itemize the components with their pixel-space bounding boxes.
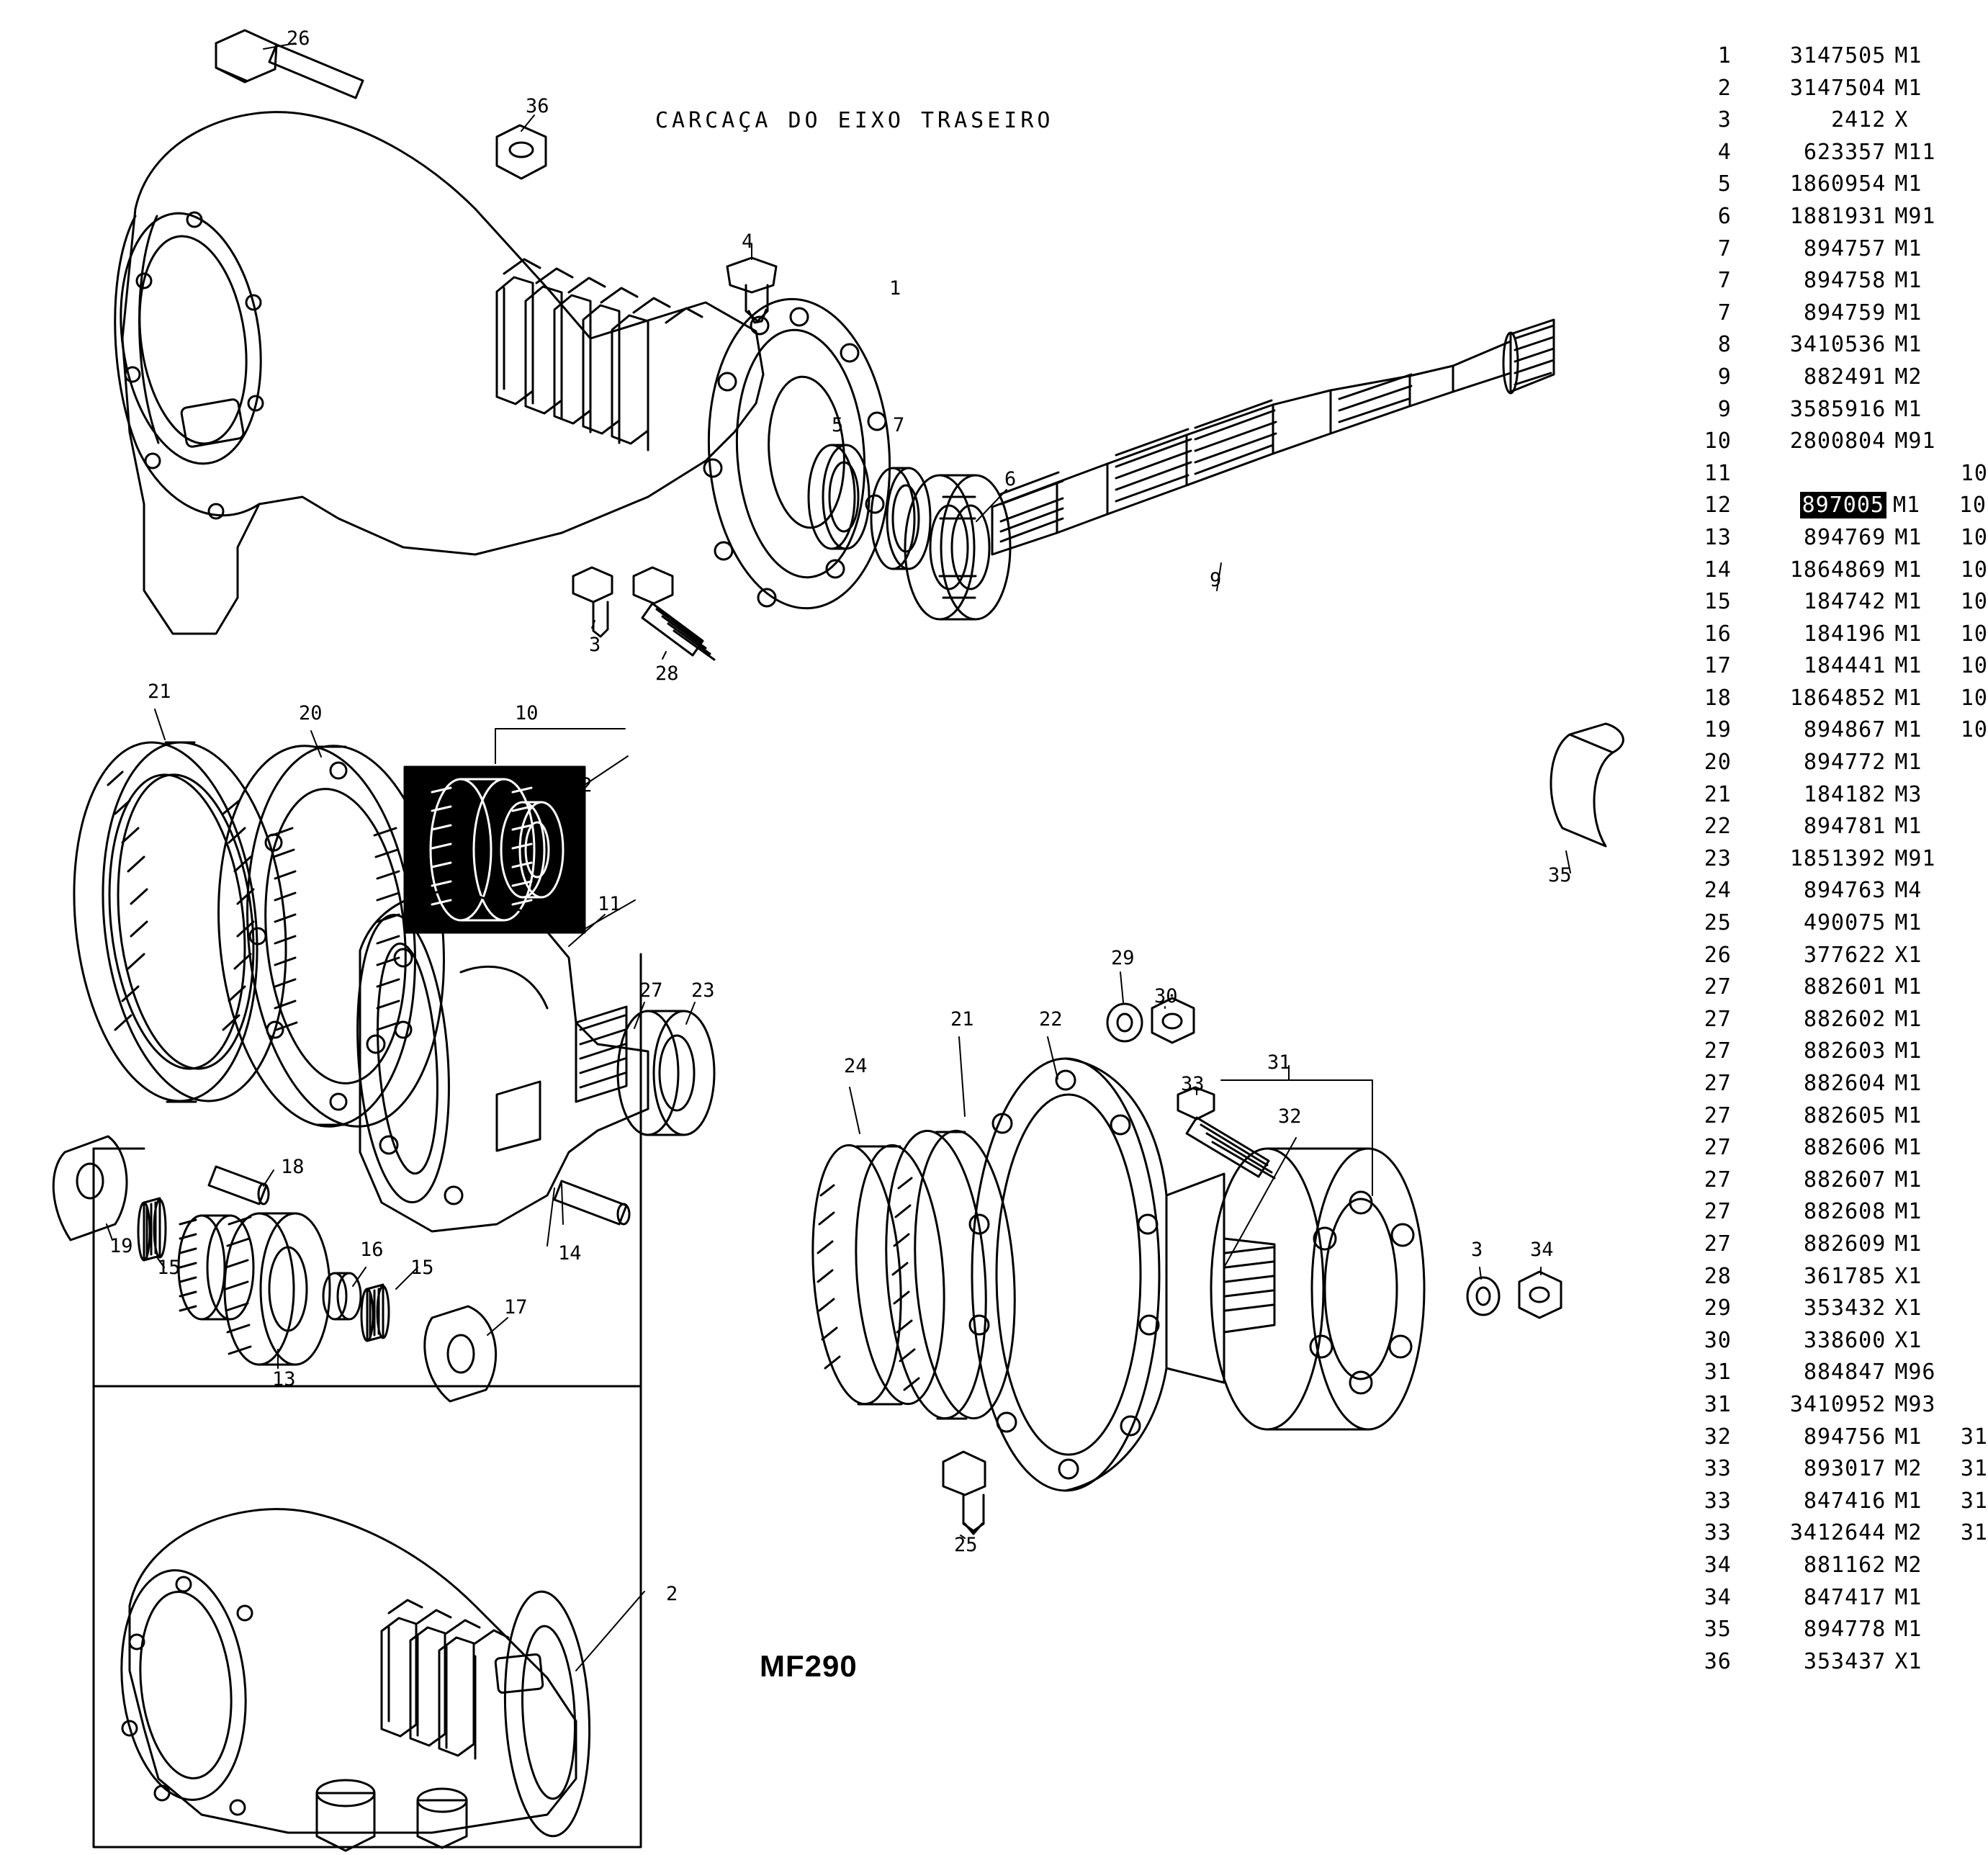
part-suffix: M1 [1894,1135,1922,1161]
part-number[interactable]: 884847 [1803,1360,1886,1385]
part-ref: 2 [1717,75,1732,101]
parts-row [1678,814,1988,846]
part-ref: 25 [1704,910,1732,936]
parts-row [1678,750,1988,782]
callout-1: 1 [889,277,901,300]
part-number[interactable]: 3410536 [1789,332,1886,358]
part-ref: 16 [1704,621,1732,647]
part-suffix: M1 [1893,493,1921,518]
part-suffix: M2 [1894,1552,1922,1578]
parts-row [1678,621,1988,654]
parts-row [1678,1456,1988,1488]
callout-21: 21 [950,1008,974,1030]
parts-row [1678,140,1988,172]
part-ref: 23 [1704,845,1732,871]
parts-row [1678,1649,1988,1681]
diagram-title: CARCAÇA DO EIXO TRASEIRO [655,108,1054,133]
part-suffix: M1 [1894,750,1922,776]
part-suffix: M91 [1894,845,1936,871]
part-number[interactable]: 894778 [1803,1617,1886,1643]
part-qty: 10 [1960,717,1988,743]
part-ref: 1 [1717,43,1732,68]
shim-7 [871,468,930,569]
part-suffix: M1 [1894,396,1922,422]
callout-5: 5 [832,414,844,436]
part-ref: 10 [1704,428,1732,454]
part-ref: 24 [1704,878,1732,904]
parts-row [1678,1135,1988,1167]
part-number[interactable]: 894867 [1803,717,1886,743]
part-ref: 14 [1704,557,1732,583]
part-suffix: X1 [1894,1648,1922,1674]
part-ref: 6 [1717,203,1732,229]
part-suffix: M1 [1894,1584,1922,1610]
part-suffix: M1 [1894,235,1922,261]
part-suffix: M3 [1894,781,1922,807]
part-qty: 10 [1960,557,1988,583]
nut-34 [1519,1272,1561,1318]
part-qty: 31 [1960,1456,1988,1482]
part-number[interactable]: 184441 [1803,653,1886,679]
stud-28 [634,567,714,660]
part-suffix: M1 [1894,1424,1922,1450]
callout-6: 6 [1004,468,1017,490]
part-qty: 31 [1960,1424,1988,1450]
part-suffix: X1 [1894,1327,1922,1353]
part-number[interactable]: 3147504 [1789,75,1886,101]
part-suffix: M4 [1894,878,1922,904]
fitting-25 [943,1452,985,1534]
part-suffix: M2 [1894,1520,1922,1546]
part-ref: 26 [1704,942,1732,968]
hub-22 [970,1059,1424,1491]
part-ref: 18 [1704,685,1732,711]
parts-row [1678,364,1988,397]
part-ref: 31 [1704,1391,1732,1417]
part-ref: 4 [1717,139,1732,165]
callout-2: 2 [666,1583,678,1605]
part-number[interactable]: 1860954 [1789,171,1886,197]
part-ref: 7 [1717,235,1732,261]
parts-row [1678,1231,1988,1264]
parts-row [1678,1199,1988,1231]
parts-row [1678,1295,1988,1328]
bearing-6 [905,475,1010,619]
part-ref: 33 [1704,1456,1732,1482]
callout-36: 36 [526,95,549,117]
parts-row [1678,1007,1988,1039]
callout-4: 4 [742,230,754,253]
part-ref: 22 [1704,814,1732,840]
parts-row [1678,1553,1988,1585]
part-number[interactable]: 882606 [1803,1135,1886,1161]
part-suffix: M1 [1894,1167,1922,1192]
part-suffix: M1 [1894,1488,1922,1514]
part-number[interactable]: 882607 [1803,1167,1886,1192]
part-ref: 17 [1704,653,1732,679]
part-ref: 29 [1704,1295,1732,1321]
part-suffix: M1 [1894,268,1922,294]
parts-row [1678,171,1988,204]
part-suffix: M1 [1894,332,1922,358]
part-number[interactable]: 882603 [1803,1038,1886,1064]
part-suffix: M2 [1894,1456,1922,1482]
part-ref: 20 [1704,750,1732,776]
callout-30: 30 [1154,985,1178,1007]
parts-row [1678,268,1988,300]
parts-row [1678,1424,1988,1457]
parts-row [1678,782,1988,814]
parts-row [1678,1585,1988,1617]
parts-row [1678,76,1988,108]
part-ref: 15 [1704,589,1732,615]
parts-row [1678,1167,1988,1200]
part-suffix: M1 [1894,589,1922,615]
callout-19: 19 [109,1235,133,1257]
part-number[interactable]: 894756 [1803,1424,1886,1450]
plug-4 [727,258,776,323]
part-qty: 10 [1960,685,1988,711]
parts-row [1678,1264,1988,1296]
parts-row [1678,397,1988,429]
part-suffix: M1 [1894,1038,1922,1064]
callout-7: 7 [893,414,905,436]
callout-20: 20 [299,702,323,724]
parts-row [1678,204,1988,236]
parts-row [1678,943,1988,975]
part-number[interactable]: 184196 [1803,621,1886,647]
part-qty: 10 [1960,621,1988,647]
callout-18: 18 [281,1156,305,1178]
part-number[interactable] [1732,493,1893,518]
part-number[interactable]: 894781 [1803,814,1886,840]
part-ref: 36 [1704,1648,1732,1674]
callout-31: 31 [1267,1051,1291,1074]
parts-list-table [1678,43,1988,1681]
parts-row [1678,878,1988,910]
callout-32: 32 [1278,1105,1302,1128]
callout-29: 29 [1111,947,1135,969]
part-number[interactable]: 882608 [1803,1199,1886,1225]
part-number[interactable]: 3147505 [1789,43,1886,68]
part-ref: 11 [1704,460,1732,486]
carrier-11 [348,891,714,1231]
part-ref: 9 [1717,364,1732,390]
part-suffix: M1 [1894,524,1922,550]
washer-3-right [1467,1277,1499,1315]
parts-row [1678,1617,1988,1649]
part-number[interactable]: 338600 [1803,1327,1886,1353]
axle-shaft-9 [992,320,1554,554]
part-suffix: X1 [1894,1263,1922,1289]
parts-row [1678,846,1988,879]
parts-row [1678,43,1988,76]
part-suffix: M1 [1894,557,1922,583]
part-suffix: M91 [1894,203,1936,229]
part-suffix: X1 [1894,1295,1922,1321]
parts-row [1678,974,1988,1007]
parts-row [1678,1103,1988,1136]
bushing-35 [1551,724,1623,846]
part-number[interactable]: 881162 [1803,1552,1886,1578]
parts-row [1678,1071,1988,1103]
part-ref: 27 [1704,1038,1732,1064]
callout-17: 17 [504,1296,528,1319]
part-ref: 33 [1704,1520,1732,1546]
callout-16: 16 [360,1239,384,1261]
part-ref: 13 [1704,524,1732,550]
parts-row [1678,1328,1988,1360]
part-suffix: M1 [1894,171,1922,197]
part-ref: 33 [1704,1488,1732,1514]
part-number[interactable]: 882602 [1803,1006,1886,1032]
part-ref: 34 [1704,1584,1732,1610]
part-suffix: M1 [1894,621,1922,647]
callout-23: 23 [691,979,715,1002]
part-suffix: M1 [1894,717,1922,743]
part-ref: 27 [1704,1135,1732,1161]
parts-row [1678,1392,1988,1424]
part-suffix: M1 [1894,300,1922,325]
part-number[interactable]: 184742 [1803,589,1886,615]
part-number-highlighted[interactable]: 897005 [1800,492,1886,518]
callout-10: 10 [515,702,539,724]
callout-15: 15 [410,1257,434,1279]
parts-row [1678,236,1988,269]
part-number[interactable]: 847416 [1803,1488,1886,1514]
gear-13b [225,1213,330,1365]
part-number[interactable]: 1851392 [1789,845,1886,871]
thrust-washer-19 [53,1136,127,1240]
parts-row [1678,461,1988,493]
part-number[interactable]: 893017 [1803,1456,1886,1482]
callout-33: 33 [1181,1073,1205,1095]
part-number[interactable]: 882609 [1803,1231,1886,1257]
parts-row [1678,428,1988,461]
callout-14: 14 [558,1242,582,1265]
callout-3: 3 [589,634,601,656]
model-label: MF290 [760,1649,858,1683]
callout-13: 13 [272,1368,296,1391]
part-number[interactable]: 882491 [1803,364,1886,390]
gear-13a [179,1216,253,1319]
parts-row [1678,107,1988,140]
stud-33 [1178,1087,1274,1178]
part-suffix: M1 [1894,1199,1922,1225]
callout-26: 26 [287,27,310,50]
pin-18 [209,1167,269,1204]
parts-row [1678,1038,1988,1071]
parts-row [1678,589,1988,621]
part-number[interactable]: 882605 [1803,1102,1886,1128]
parts-row [1678,332,1988,364]
parts-row [1678,493,1988,525]
part-number[interactable]: 894772 [1803,750,1886,776]
part-suffix: M1 [1894,1231,1922,1257]
parts-row [1678,1488,1988,1521]
part-number[interactable]: 894769 [1803,524,1886,550]
part-suffix: X [1894,107,1909,133]
part-qty: 10 [1960,524,1988,550]
part-suffix: M91 [1894,428,1936,454]
part-ref: 27 [1704,1102,1732,1128]
part-ref: 8 [1717,332,1732,358]
part-number[interactable]: 894763 [1803,878,1886,904]
part-suffix: M1 [1894,75,1922,101]
callout-27: 27 [639,979,663,1002]
part-suffix: M1 [1894,1617,1922,1643]
part-ref: 7 [1717,300,1732,325]
part-ref: 5 [1717,171,1732,197]
part-ref: 12 [1704,493,1732,518]
part-ref: 30 [1704,1327,1732,1353]
callout-3: 3 [1471,1239,1483,1261]
part-ref: 19 [1704,717,1732,743]
part-suffix: M93 [1894,1391,1936,1417]
callout-25: 25 [954,1534,978,1556]
callout-22: 22 [1039,1008,1063,1030]
part-suffix: M11 [1894,139,1936,165]
part-ref: 32 [1704,1424,1732,1450]
part-suffix: M1 [1894,685,1922,711]
part-ref: 28 [1704,1263,1732,1289]
part-ref: 27 [1704,1071,1732,1096]
parts-row [1678,1360,1988,1392]
callout-9: 9 [1210,569,1222,591]
washer-15-right [361,1285,389,1341]
part-number[interactable]: 623357 [1803,139,1886,165]
nut-36 [497,125,546,179]
part-ref: 3 [1717,107,1732,133]
part-qty: 10 [1960,589,1988,615]
parts-row [1678,525,1988,557]
part-qty: 31 [1960,1488,1988,1514]
brake-ring-24 [805,1142,953,1406]
parts-row [1678,686,1988,718]
part-ref: 35 [1704,1617,1732,1643]
part-suffix: M1 [1894,1102,1922,1128]
housing-2-inset [111,1509,595,1851]
parts-row [1678,653,1988,686]
part-ref: 31 [1704,1360,1732,1385]
part-suffix: M1 [1894,1006,1922,1032]
parts-row [1678,557,1988,590]
callout-28: 28 [655,662,679,685]
part-ref: 27 [1704,1231,1732,1257]
part-number[interactable]: 894759 [1803,300,1886,325]
part-suffix: M2 [1894,364,1922,390]
part-suffix: M1 [1894,653,1922,679]
part-number[interactable]: 353432 [1803,1295,1886,1321]
part-suffix: M96 [1894,1360,1936,1385]
part-number[interactable]: 3410952 [1789,1391,1886,1417]
part-suffix: X1 [1894,942,1922,968]
part-number[interactable]: 353437 [1803,1648,1886,1674]
part-number[interactable]: 894758 [1803,268,1886,294]
part-suffix: M1 [1894,974,1922,1000]
part-ref: 27 [1704,1199,1732,1225]
part-number[interactable]: 2412 [1831,107,1886,133]
part-ref: 27 [1704,1167,1732,1192]
part-qty: 10 [1960,460,1988,486]
parts-row [1678,1520,1988,1553]
part-suffix: M1 [1894,910,1922,936]
part-number[interactable]: 894757 [1803,235,1886,261]
part-number[interactable]: 3412644 [1789,1520,1886,1546]
part-ref: 27 [1704,1006,1732,1032]
part-number[interactable]: 377622 [1803,942,1886,968]
callout-15: 15 [157,1257,181,1279]
part-suffix: M1 [1894,43,1922,68]
part-ref: 34 [1704,1552,1732,1578]
part-number[interactable]: 847417 [1803,1584,1886,1610]
washer-29 [1107,1004,1142,1041]
part-number[interactable]: 490075 [1803,910,1886,936]
part-ref: 27 [1704,974,1732,1000]
parts-row [1678,910,1988,943]
washer-15-left [138,1198,166,1260]
callout-12: 12 [569,774,593,796]
callout-11: 11 [598,893,621,915]
callout-21: 21 [148,681,171,703]
part-number[interactable]: 1864869 [1789,557,1886,583]
part-number[interactable]: 3585916 [1789,396,1886,422]
callout-34: 34 [1530,1239,1554,1261]
part-ref: 21 [1704,781,1732,807]
callout-35: 35 [1548,864,1572,886]
part-suffix: M1 [1894,1071,1922,1096]
part-number[interactable]: 184182 [1803,781,1886,807]
part-suffix: M1 [1894,814,1922,840]
part-number[interactable]: 882604 [1803,1071,1886,1096]
parts-row [1678,717,1988,750]
part-qty: 10 [1958,493,1987,518]
part-number[interactable]: 882601 [1803,974,1886,1000]
part-qty: 31 [1960,1520,1988,1546]
part-number[interactable]: 1881931 [1789,203,1886,229]
parts-row [1678,300,1988,333]
part-number[interactable]: 361785 [1803,1263,1886,1289]
callout-24: 24 [844,1055,868,1077]
part-ref: 9 [1717,396,1732,422]
part-ref: 7 [1717,268,1732,294]
part-number[interactable]: 2800804 [1789,428,1886,454]
part-number[interactable]: 1864852 [1789,685,1886,711]
part-qty: 10 [1960,653,1988,679]
